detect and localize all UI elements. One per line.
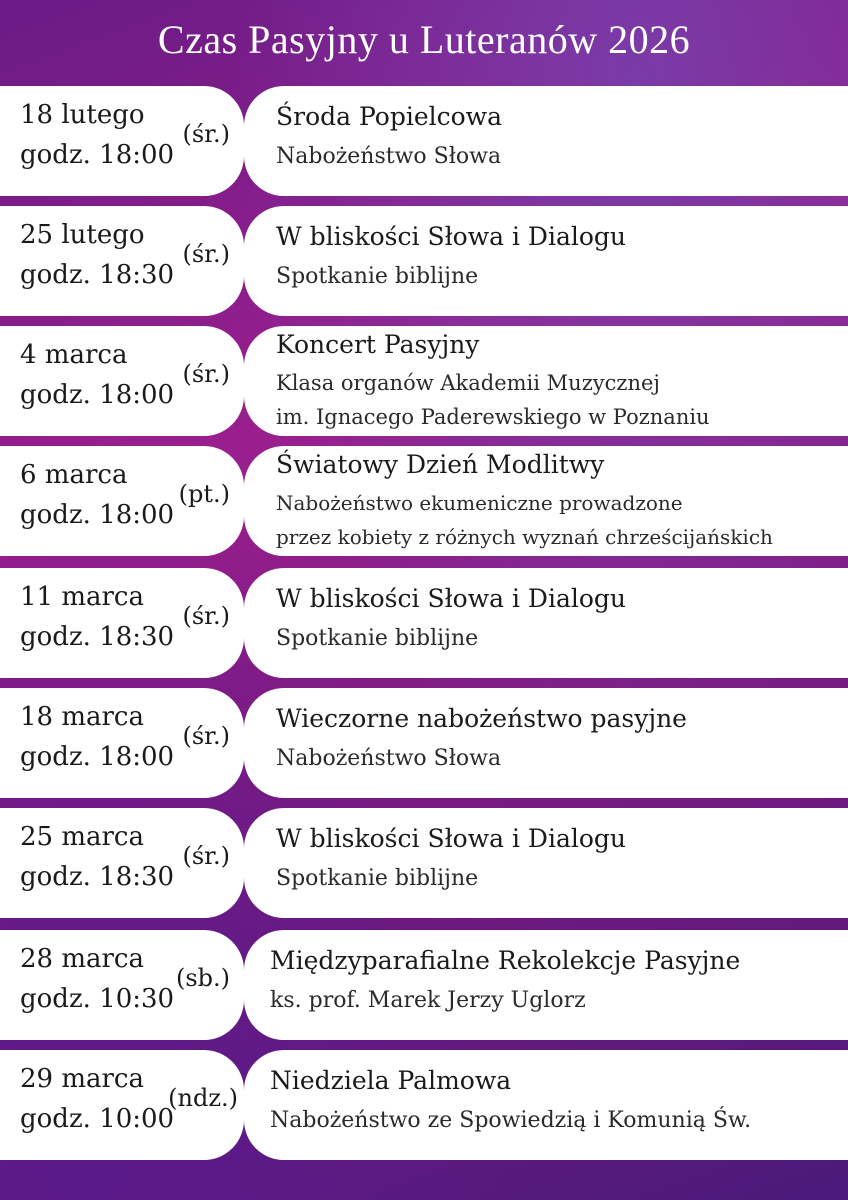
page-title: Czas Pasyjny u Luteranów 2026 [157,17,691,62]
event-details-box [244,568,848,678]
event-details-box [244,688,848,798]
event-weekday: (pt.) [178,480,230,508]
event-date: 6 marca [20,460,128,490]
event-time: godz. 18:30 [20,862,175,892]
event-weekday: (śr.) [182,842,230,870]
event-weekday: (śr.) [182,722,230,750]
event-row [0,808,848,918]
event-date: 11 marca [20,582,144,612]
event-title: Niedziela Palmowa [270,1066,512,1095]
event-description: Klasa organów Akademii Muzycznej [276,371,660,395]
event-description: Nabożeństwo ekumeniczne prowadzone [276,491,683,515]
event-date-box [0,206,244,316]
event-date-box [0,808,244,918]
event-weekday: (śr.) [182,240,230,268]
event-row [0,326,848,436]
event-row [0,86,848,196]
event-title: Środa Popielcowa [276,102,502,131]
event-description: Nabożeństwo ze Spowiedzią i Komunią Św. [270,1108,752,1133]
event-details-box [244,86,848,196]
event-title: W bliskości Słowa i Dialogu [276,824,627,853]
event-date: 25 marca [20,822,144,852]
event-time: godz. 10:00 [20,1104,175,1134]
event-row [0,568,848,678]
event-title: W bliskości Słowa i Dialogu [276,222,627,251]
event-description: Nabożeństwo Słowa [276,144,502,169]
event-time: godz. 18:00 [20,500,175,530]
event-date-box [0,446,244,556]
event-date: 29 marca [20,1064,144,1094]
event-details-box [244,1050,848,1160]
event-date-box [0,326,244,436]
event-description: Spotkanie biblijne [276,626,479,651]
event-weekday: (śr.) [182,120,230,148]
event-title: Wieczorne nabożeństwo pasyjne [276,704,687,733]
event-time: godz. 10:30 [20,984,175,1014]
event-date-box [0,1050,244,1160]
event-date-box [0,86,244,196]
event-title: Koncert Pasyjny [276,330,480,359]
event-description: Spotkanie biblijne [276,866,479,891]
event-date: 4 marca [20,340,128,370]
event-details-box [244,446,848,556]
event-weekday: (ndz.) [168,1084,238,1112]
event-title: Międzyparafialne Rekolekcje Pasyjne [270,946,741,975]
event-row [0,930,848,1040]
event-details-box [244,206,848,316]
event-time: godz. 18:00 [20,380,175,410]
event-weekday: (śr.) [182,602,230,630]
event-description: ks. prof. Marek Jerzy Uglorz [270,988,586,1013]
event-time: godz. 18:00 [20,742,175,772]
event-time: godz. 18:30 [20,622,175,652]
event-details-box [244,930,848,1040]
event-row [0,1050,848,1160]
event-date: 25 lutego [20,220,145,250]
event-date: 28 marca [20,944,144,974]
event-date: 18 marca [20,702,144,732]
event-description: Nabożeństwo Słowa [276,746,502,771]
event-weekday: (sb.) [175,964,230,992]
event-description: im. Ignacego Paderewskiego w Poznaniu [276,405,710,429]
event-weekday: (śr.) [182,360,230,388]
event-time: godz. 18:30 [20,260,175,290]
event-date-box [0,568,244,678]
event-date-box [0,930,244,1040]
event-description: Spotkanie biblijne [276,264,479,289]
event-details-box [244,808,848,918]
event-title: W bliskości Słowa i Dialogu [276,584,627,613]
event-date-box [0,688,244,798]
event-time: godz. 18:00 [20,140,175,170]
event-row [0,206,848,316]
event-title: Światowy Dzień Modlitwy [276,450,605,479]
event-date: 18 lutego [20,100,145,130]
event-row [0,688,848,798]
event-details-box [244,326,848,436]
event-row [0,446,848,556]
event-description: przez kobiety z różnych wyznań chrześcijańskich [276,525,773,549]
